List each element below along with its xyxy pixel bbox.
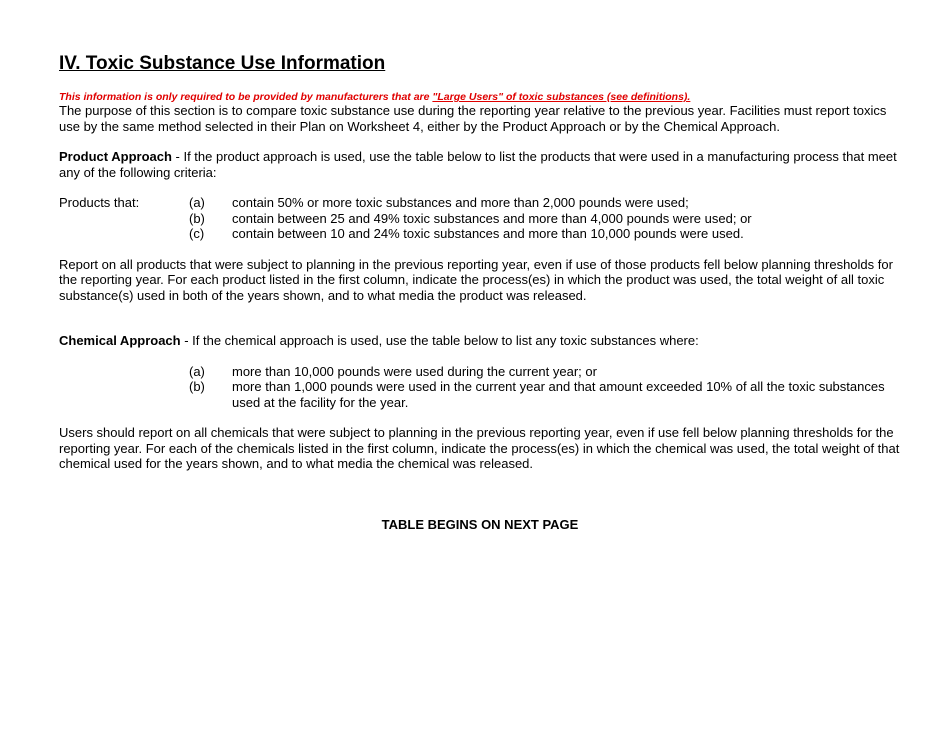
chemical-criteria-list bbox=[59, 364, 901, 411]
notice-text: This information is only required to be provided by manufacturers that are bbox=[59, 91, 433, 103]
product-criterion-b bbox=[59, 211, 901, 227]
criterion-letter: (b) bbox=[189, 379, 205, 394]
criteria-label: Products that: bbox=[59, 195, 140, 210]
product-report-paragraph: Report on all products that were subject to planning in the previous reporting year, even if use of those products fell below planning thresholds for the reporting year. For each product listed in the first column, indicate the process(es) in which the product was used, the total weight of all toxic substance(s) used in both of the years shown, and to what media the product was released. bbox=[59, 256, 893, 303]
product-approach-intro bbox=[59, 149, 901, 180]
product-approach-heading: Product Approach bbox=[59, 149, 172, 164]
criterion-letter: (b) bbox=[189, 210, 205, 226]
criterion-letter: (a) bbox=[189, 195, 205, 210]
chemical-approach-intro-text: - If the chemical approach is used, use the table below to list any toxic substances where: bbox=[180, 333, 699, 348]
criterion-letter: (a) bbox=[189, 363, 205, 379]
chemical-approach-intro bbox=[59, 333, 901, 349]
criterion-text: more than 10,000 pounds were used during the current year; or bbox=[232, 363, 597, 379]
section-title: IV. Toxic Substance Use Information bbox=[59, 53, 386, 74]
product-approach-intro-text: - If the product approach is used, use the table below to list the products that were used in a manufacturing process that meet any of the following criteria: bbox=[59, 149, 897, 180]
chemical-criterion-a bbox=[59, 364, 901, 380]
product-criteria-list bbox=[59, 195, 901, 242]
product-criterion-a bbox=[59, 195, 901, 211]
criterion-text: contain 50% or more toxic substances and more than 2,000 pounds were used; bbox=[232, 195, 689, 210]
chemical-approach-heading: Chemical Approach bbox=[59, 333, 181, 348]
large-users-definition-link[interactable]: "Large Users" of toxic substances (see definitions). bbox=[432, 91, 691, 103]
document-page bbox=[59, 52, 901, 532]
purpose-paragraph: The purpose of this section is to compare toxic substance use during the reporting year relative to the previous year. Facilities must report toxics use by the same method selected in their Plan on Worksheet 4, either by the Product Approach or by the Chemical Approach. bbox=[59, 103, 887, 134]
table-next-page-note: TABLE BEGINS ON NEXT PAGE bbox=[381, 516, 579, 532]
chemical-report-paragraph: Users should report on all chemicals that were subject to planning in the previous reporting year, even if use fell below planning thresholds for the reporting year. For each of the chemicals listed in the first column, indicate the process(es) in which the chemical was used, the total weight of that chemical used for the years shown, and to what media the chemical was released. bbox=[59, 425, 900, 471]
criterion-text: contain between 10 and 24% toxic substances and more than 10,000 pounds were used. bbox=[232, 226, 744, 241]
chemical-criterion-b bbox=[59, 379, 901, 410]
criterion-text: contain between 25 and 49% toxic substances and more than 4,000 pounds were used; or bbox=[232, 210, 752, 226]
product-criterion-c bbox=[59, 226, 901, 242]
criterion-text: more than 1,000 pounds were used in the current year and that amount exceeded 10% of all the toxic substances used at the facility for the year. bbox=[232, 379, 885, 410]
criterion-letter: (c) bbox=[189, 226, 205, 241]
large-user-notice bbox=[59, 91, 901, 103]
